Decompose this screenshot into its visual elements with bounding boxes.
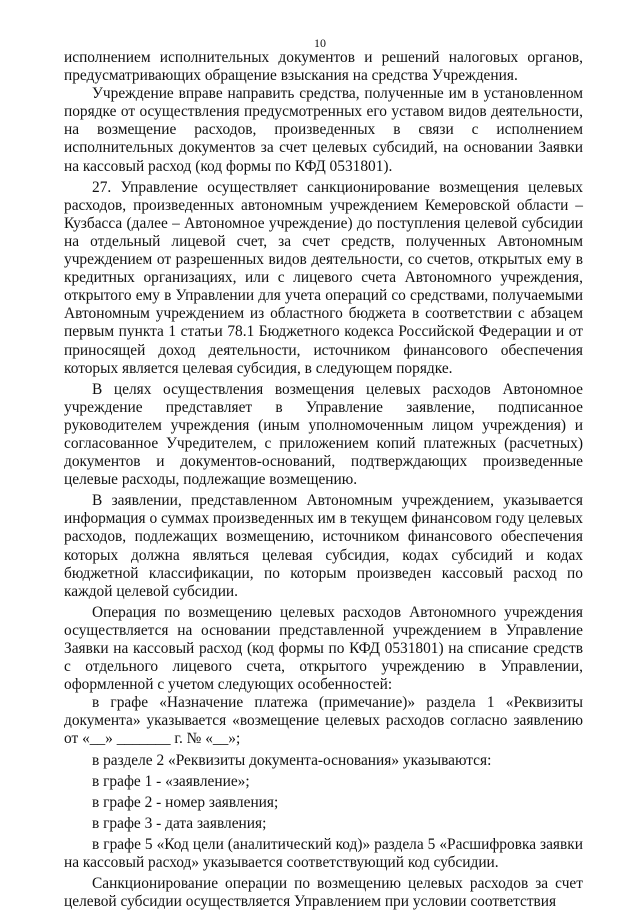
paragraph-institution-rights: Учреждение вправе направить средства, полученные им в установленном порядке от осуществления предусмотренных его уставом видов деятельности, на возмещение расходов, произведенных в связи с исполнением исполнительных документов за счет целевых субсидий, на основании Заявки на кассовый расход (код формы по КФД 0531801). — [64, 85, 583, 175]
paragraph-payment-purpose: в графе «Назначение платежа (примечание)» раздела 1 «Реквизиты документа» указывается «возмещение целевых расходов согласно заявлению от «__» _______ г. № «__»; — [64, 694, 583, 748]
list-item-column-2: в графе 2 - номер заявления; — [92, 793, 279, 811]
paragraph-continuation: исполнением исполнительных документов и решений налоговых органов, предусматривающих обращение взыскания на средства Учреждения. — [64, 49, 583, 85]
paragraph-reimbursement-application: В целях осуществления возмещения целевых расходов Автономное учреждение представляет в Управление заявление, подписанное руководителем учреждения (иным уполномоченным лицом учреждения) и согласованное Учредителем, с приложением копий платежных (расчетных) документов и документов-оснований, подтверждающих произведенные целевые расходы, подлежащие возмещению. — [64, 380, 583, 489]
paragraph-application-contents: В заявлении, представленном Автономным учреждением, указывается информация о суммах произведенных им в текущем финансовом году целевых расходов, подлежащих возмещению, источником финансового обеспечения которых должна являться целевая субсидия, кодах субсидий и кодах бюджетной классификации, по которым произведен кассовый расход по каждой целевой субсидии. — [64, 492, 583, 600]
document-body — [64, 49, 583, 911]
paragraph-operation-basis: Операция по возмещению целевых расходов Автономного учреждения осуществляется на основании представленной учреждением в Управление Заявки на кассовый расход (код формы по КФД 0531801) на списание средств с отдельного лицевого счета, открытого учреждению в Управлении, оформленной с учетом следующих особенностей: — [64, 603, 583, 694]
list-item-column-5: в графе 5 «Код цели (аналитический код)» раздела 5 «Расшифровка заявки на кассовый расход» указывается соответствующий код субсидии. — [64, 835, 583, 872]
paragraph-clause-27: 27. Управление осуществляет санкционирование возмещения целевых расходов, произведенных автономным учреждением Кемеровской области – Кузбасса (далее – Автономное учреждение) до поступления целевой субсидии на отдельный лицевой счет, за счет средств, полученных Автономным учреждением от разрешенных видов деятельности, со счетов, открытых ему в кредитных организациях, или с лицевого счета Автономного учреждения, открытого ему в Управлении для учета операций со средствами, получаемыми Автономным учреждением из областного бюджета в соответствии с абзацем первым пункта 1 статьи 78.1 Бюджетного кодекса Российской Федерации и от приносящей доход деятельности, источником финансового обеспечения которых является целевая субсидия, в следующем порядке. — [64, 178, 583, 377]
paragraph-section-2: в разделе 2 «Реквизиты документа-основания» указываются: — [92, 751, 492, 769]
paragraph-authorization-condition: Санкционирование операции по возмещению целевых расходов за счет целевой субсидии осуществляется Управлением при условии соответствия — [64, 875, 583, 911]
list-item-column-1: в графе 1 - «заявление»; — [92, 772, 250, 790]
page-number: 10 — [314, 36, 326, 50]
list-item-column-3: в графе 3 - дата заявления; — [92, 814, 267, 832]
